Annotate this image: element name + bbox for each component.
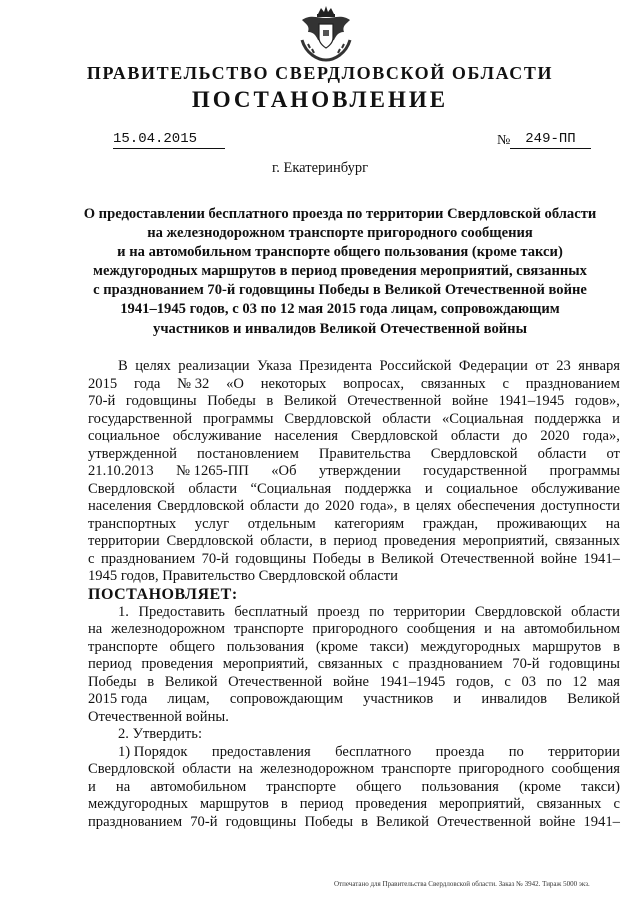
word: Правительства (318, 445, 411, 462)
word: бесплатный (234, 603, 308, 620)
item-1-last-line: Отечественной войны. (88, 708, 229, 725)
word: Федерации (458, 358, 528, 374)
word: по (546, 673, 562, 690)
word: 1. (118, 603, 129, 620)
word: в (403, 498, 411, 514)
title-line: О предоставлении бесплатного проезда по территории Свердловской области (83, 206, 597, 222)
document-number: 249-ПП (510, 131, 591, 149)
word: Победы (304, 813, 354, 830)
word: доступности (540, 498, 620, 514)
word: на (238, 761, 253, 777)
word: утвержденной (88, 445, 177, 462)
word: по (508, 743, 524, 760)
item-2-1 (88, 744, 620, 832)
word: в (613, 638, 620, 655)
word: области (537, 445, 587, 462)
word: Великой (380, 550, 434, 567)
word: по (369, 603, 385, 620)
word: 21.10.2013 (88, 463, 154, 479)
word: (кроме (315, 638, 358, 655)
word: 70-й (88, 393, 116, 409)
word: вопросах, (343, 375, 405, 392)
word: на (115, 778, 131, 795)
word: годовщины (235, 550, 307, 567)
word: года», (582, 428, 620, 444)
word: празднованием (408, 656, 503, 672)
text-line (88, 516, 620, 534)
word: междугородных (88, 796, 188, 812)
text-line (88, 463, 620, 481)
word: 70-й (190, 813, 218, 830)
word: проведения (141, 656, 214, 672)
title-line: на железнодорожном транспорте пригородного сообщения (147, 225, 533, 242)
word: Отечественной (437, 813, 532, 830)
city: г. Екатеринбург (271, 160, 369, 176)
word: территории (393, 603, 466, 620)
word: на (88, 621, 103, 637)
word: Президента (299, 358, 372, 374)
word: празднованием (100, 550, 196, 567)
word: 70-й (512, 656, 540, 672)
text-line (88, 621, 620, 639)
word: транспорте (233, 621, 304, 637)
word: от (535, 358, 549, 374)
word: некоторых (260, 375, 327, 392)
word: период (333, 533, 378, 549)
word: на (500, 621, 516, 637)
word: 1) Порядок (118, 743, 188, 760)
word: «Об (271, 463, 297, 479)
word: транспорте (266, 778, 337, 795)
word: маршрутов (532, 638, 602, 655)
word: транспорте (381, 761, 452, 777)
word: Победы (312, 550, 362, 567)
word: реализации (178, 358, 250, 374)
agency-title: ПРАВИТЕЛЬСТВО СВЕРДЛОВСКОЙ ОБЛАСТИ (86, 63, 554, 83)
word: Победы (207, 393, 256, 409)
word: государственной (423, 463, 528, 479)
word: сообщения (406, 621, 476, 637)
word: междугородных (420, 638, 521, 655)
word: инвалидов (481, 691, 548, 707)
word: В (118, 358, 128, 374)
title-line: с празднованием 70-й годовщины Победы в Великой Отечественной войне (93, 282, 587, 299)
word: области (249, 498, 299, 514)
item-2: 2. Утвердить: (118, 726, 203, 742)
word: территории (88, 533, 160, 549)
word: бесплатного (335, 743, 412, 760)
word: общего (356, 778, 402, 795)
word: области (382, 410, 431, 427)
word: Отечественной (347, 393, 442, 409)
word: населения (88, 498, 152, 514)
document-type: ПОСТАНОВЛЕНИЕ (191, 87, 449, 112)
word: категориям (334, 515, 405, 532)
word: 03 (521, 673, 537, 690)
word: железнодорожном (111, 621, 226, 637)
word: Российской (379, 358, 452, 374)
word: 12 (572, 673, 587, 690)
word: области, (260, 533, 313, 549)
word: Великой (164, 673, 218, 690)
word: с (392, 656, 399, 672)
word: 1941– (583, 550, 620, 567)
word: в (367, 550, 375, 567)
word: 70-й (201, 550, 229, 567)
word: Победы (88, 673, 137, 690)
word: маршрутов (199, 796, 269, 812)
word: на (605, 515, 620, 532)
preamble (88, 358, 620, 568)
word: проезда (435, 743, 485, 760)
text-line (88, 796, 620, 814)
word: поддержка (534, 410, 602, 427)
word: пригородного (312, 621, 398, 637)
word: и (484, 621, 492, 637)
word: в (147, 673, 155, 690)
word: общего (169, 638, 215, 655)
text-line (88, 393, 620, 411)
word: и (88, 778, 96, 795)
word: годовщины (549, 656, 620, 672)
word: услуг (194, 515, 230, 532)
print-footer: Отпечатано для Правительства Свердловской области. Заказ № 3942. Тираж 5000 экз. (334, 880, 590, 888)
document-date: 15.04.2015 (113, 131, 225, 149)
word: Свердловской (88, 761, 175, 777)
word: обслуживание (172, 428, 262, 444)
title-line: и на автомобильном транспорте общего пользования (кроме такси) (117, 244, 563, 261)
word: войне (451, 393, 489, 409)
word: с (613, 796, 620, 812)
word: связанных (555, 533, 620, 549)
word: с (502, 375, 509, 392)
word: с (88, 550, 95, 567)
word: проведения (383, 533, 456, 549)
word: празднованием (525, 375, 620, 392)
word: пользования (421, 778, 499, 795)
word: с (504, 673, 511, 690)
word: мероприятий, (439, 796, 525, 812)
word: области (188, 480, 238, 497)
word: связанных (420, 375, 486, 392)
word: такси) (369, 638, 409, 655)
word: войне (540, 550, 577, 567)
word: Отечественной (440, 550, 535, 567)
word: сопровождающим (229, 691, 343, 707)
title-line: междугородных маршрутов в период проведения мероприятий, связанных (93, 263, 587, 280)
word: 1941–1945 (498, 393, 565, 409)
word: мероприятий, (462, 533, 549, 549)
word: Указа (257, 358, 292, 374)
word: социальное (88, 428, 160, 444)
word: войне (539, 813, 576, 830)
word: обслуживание (531, 480, 620, 497)
word: в (319, 533, 327, 549)
word: празднованием (88, 813, 183, 830)
word: года», (360, 498, 398, 514)
word: период (88, 656, 132, 672)
word: отдельным (247, 515, 316, 532)
word: Свердловской (474, 603, 562, 620)
word: связанных (317, 656, 383, 672)
word: Свердловской (157, 498, 245, 514)
item-1 (88, 604, 620, 709)
text-line (88, 656, 620, 674)
word: Великой (376, 813, 429, 830)
word: в (280, 796, 288, 812)
word: 2015 (88, 375, 118, 392)
word: в (361, 813, 369, 830)
text-line (88, 744, 620, 762)
word: 1941–1945 (379, 673, 446, 690)
word: лицам, (167, 691, 210, 707)
word: участников (363, 691, 434, 707)
word: постановлением (196, 445, 299, 462)
word: железнодорожном (260, 761, 375, 777)
word: Свердловской (166, 533, 254, 549)
word: мероприятий, (222, 656, 309, 672)
word: Великой (567, 691, 620, 707)
word: 23 (556, 358, 571, 374)
word: января (578, 358, 620, 374)
word: транспорте (88, 638, 158, 655)
text-line (88, 674, 620, 692)
word: Свердловской (88, 480, 175, 497)
word: проживающих (496, 515, 588, 532)
text-line (88, 761, 620, 779)
text-line (88, 428, 620, 446)
word: населения (274, 428, 338, 444)
word: предоставления (211, 743, 311, 760)
title-line: 1941–1945 годов, с 03 по 12 мая 2015 года лицам, сопровождающим (120, 301, 560, 318)
word: программы (202, 410, 274, 427)
text-line (88, 691, 620, 709)
word: мая (597, 673, 620, 690)
word: обеспечения (457, 498, 536, 514)
text-line (88, 814, 620, 832)
word: 2020 (540, 428, 570, 444)
word: Великой (283, 393, 337, 409)
word: целях (135, 358, 171, 374)
word: от (606, 445, 620, 462)
word: период (299, 796, 344, 812)
text-line (88, 604, 620, 622)
word: области (571, 603, 620, 620)
word: поддержка (344, 480, 412, 497)
word: 1941– (583, 813, 620, 830)
text-line (88, 533, 620, 551)
word: государственной (88, 410, 193, 427)
word: до (512, 428, 528, 444)
word: и (424, 480, 433, 497)
word: такси) (581, 778, 620, 795)
coat-of-arms-icon (296, 4, 356, 62)
word: 2015 года (88, 691, 148, 707)
word: «Социальная (441, 410, 524, 427)
word: автомобильном (150, 778, 247, 795)
word: Свердловской (430, 445, 518, 462)
text-line (88, 411, 620, 429)
preamble-last-line: 1945 годов, Правительство Свердловской области (88, 568, 398, 584)
text-line (88, 639, 620, 657)
word: 2020 (325, 498, 355, 514)
word: Свердловской (284, 410, 372, 427)
word: Отечественной (228, 673, 323, 690)
word: в (266, 393, 274, 409)
word: и (453, 691, 462, 707)
word: и (612, 410, 620, 427)
word: области (450, 428, 500, 444)
word: проведения (355, 796, 428, 812)
text-line (88, 551, 620, 569)
word: области (182, 761, 232, 777)
word: года (133, 375, 161, 392)
word: (кроме (518, 778, 561, 795)
word: социальное (446, 480, 518, 497)
text-line (88, 779, 620, 797)
word: транспортных (88, 515, 177, 532)
document-title (60, 205, 620, 339)
text-line (88, 358, 620, 376)
word: № 32 (177, 375, 210, 392)
resolves-heading: ПОСТАНОВЛЯЕТ: (88, 585, 238, 603)
word: № 1265-ПП (176, 463, 249, 479)
word: проезд (317, 603, 360, 620)
word: граждан, (422, 515, 479, 532)
word: пригородного (458, 761, 545, 777)
document-body (88, 358, 620, 831)
word: программы (549, 463, 620, 479)
word: годов», (574, 393, 620, 409)
word: годовщины (225, 813, 297, 830)
word: автомобильном (523, 621, 620, 637)
word: до (304, 498, 320, 514)
word: годов, (455, 673, 494, 690)
text-line (88, 446, 620, 464)
word: войне (332, 673, 370, 690)
word: территории (548, 743, 620, 760)
word: Предоставить (138, 603, 225, 620)
word: утверждении (318, 463, 401, 479)
text-line (88, 376, 620, 394)
word: связанных (536, 796, 602, 812)
number-sign: № (497, 133, 511, 148)
word: “Социальная (250, 480, 332, 497)
word: целях (415, 498, 452, 514)
word: Свердловской (350, 428, 438, 444)
word: «О (226, 375, 244, 392)
word: сообщения (551, 761, 620, 777)
word: пользования (226, 638, 305, 655)
text-line (88, 498, 620, 516)
text-line (88, 481, 620, 499)
title-line: участников и инвалидов Великой Отечественной войны (153, 320, 527, 337)
word: годовщины (125, 393, 197, 409)
